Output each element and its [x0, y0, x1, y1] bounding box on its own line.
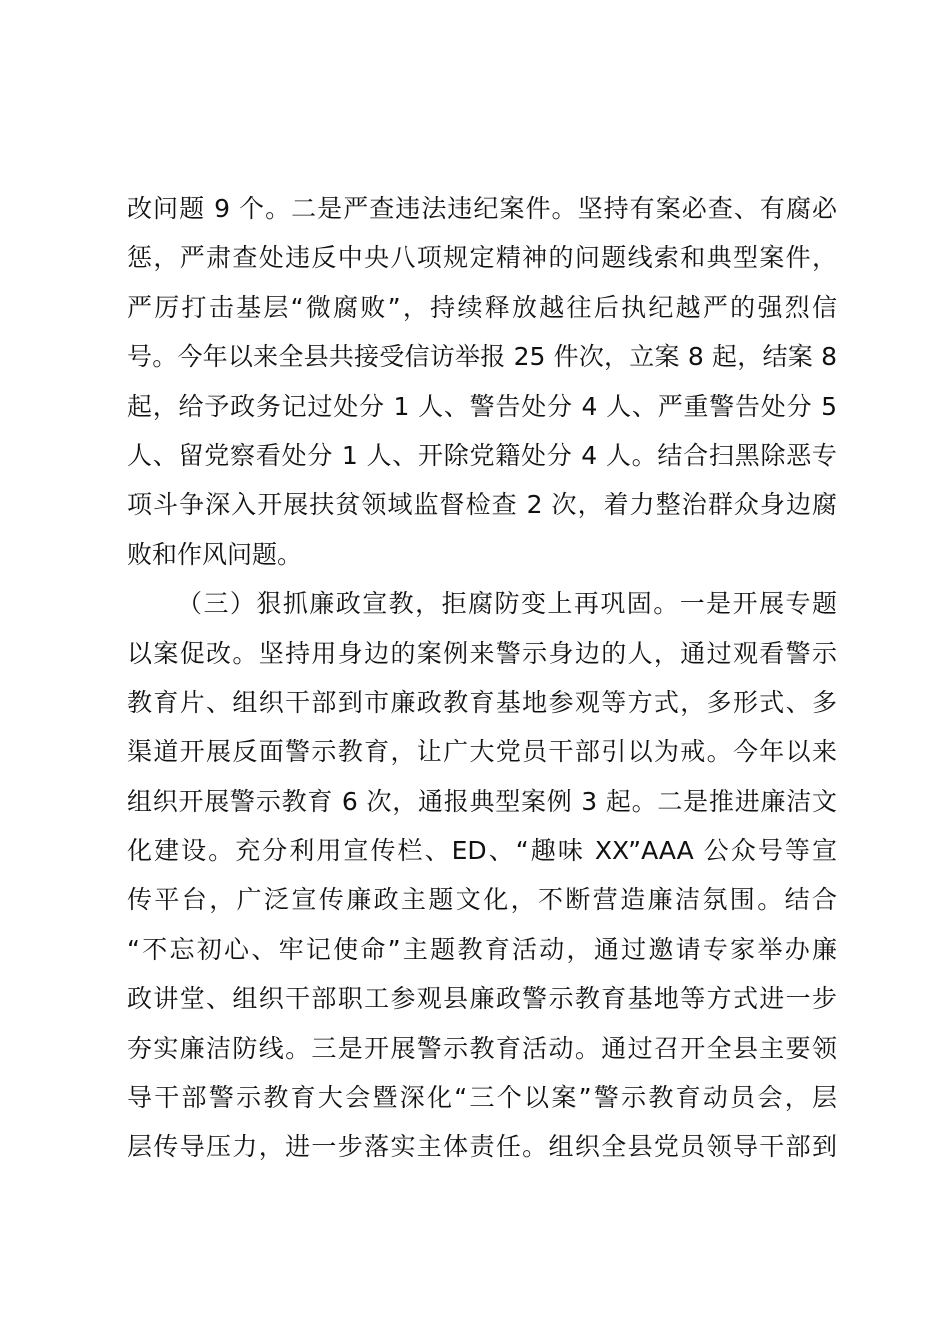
text-line: 严厉打击基层“微腐败”，持续释放越往后执纪越严的强烈信	[127, 292, 837, 322]
text-line: 传平台，广泛宣传廉政主题文化，不断营造廉洁氛围。结合	[127, 885, 837, 915]
text-line: 改问题 9 个。二是严查违法违纪案件。坚持有案必查、有腐必	[127, 194, 837, 223]
text-line: 导干部警示教育大会暨深化“三个以案”警示教育动员会，层	[127, 1083, 837, 1113]
text-line: 人、留党察看处分 1 人、开除党籍处分 4 人。结合扫黑除恶专	[127, 440, 837, 470]
text-line: 以案促改。坚持用身边的案例来警示身边的人，通过观看警示	[127, 638, 837, 668]
text-line: 项斗争深入开展扶贫领域监督检查 2 次，着力整治群众身边腐	[127, 490, 837, 520]
section-heading-line: （三）狠抓廉政宣教，拒腐防变上再巩固。一是开展专题	[177, 589, 837, 619]
document-body	[127, 184, 837, 1172]
text-line: 起，给予政务记过处分 1 人、警告处分 4 人、严重警告处分 5	[127, 391, 837, 421]
text-line: 政讲堂、组织干部职工参观县廉政警示教育基地等方式进一步	[127, 984, 837, 1014]
text-line: 渠道开展反面警示教育，让广大党员干部引以为戒。今年以来	[127, 737, 837, 767]
text-line: 夯实廉洁防线。三是开展警示教育活动。通过召开全县主要领	[127, 1033, 837, 1063]
text-line: 层传导压力，进一步落实主体责任。组织全县党员领导干部到	[127, 1132, 837, 1162]
text-line: 惩，严肃查处违反中央八项规定精神的问题线索和典型案件，	[127, 243, 837, 273]
text-line: “不忘初心、牢记使命”主题教育活动，通过邀请专家举办廉	[127, 934, 837, 964]
text-line: 化建设。充分利用宣传栏、ED、“趣味 XX”AAA 公众号等宣	[127, 836, 837, 866]
text-line: 组织开展警示教育 6 次，通报典型案例 3 起。二是推进廉洁文	[127, 786, 837, 816]
text-line: 败和作风问题。	[127, 539, 303, 569]
text-line: 教育片、组织干部到市廉政教育基地参观等方式，多形式、多	[127, 687, 837, 717]
text-line: 号。今年以来全县共接受信访举报 25 件次，立案 8 起，结案 8	[127, 342, 837, 372]
